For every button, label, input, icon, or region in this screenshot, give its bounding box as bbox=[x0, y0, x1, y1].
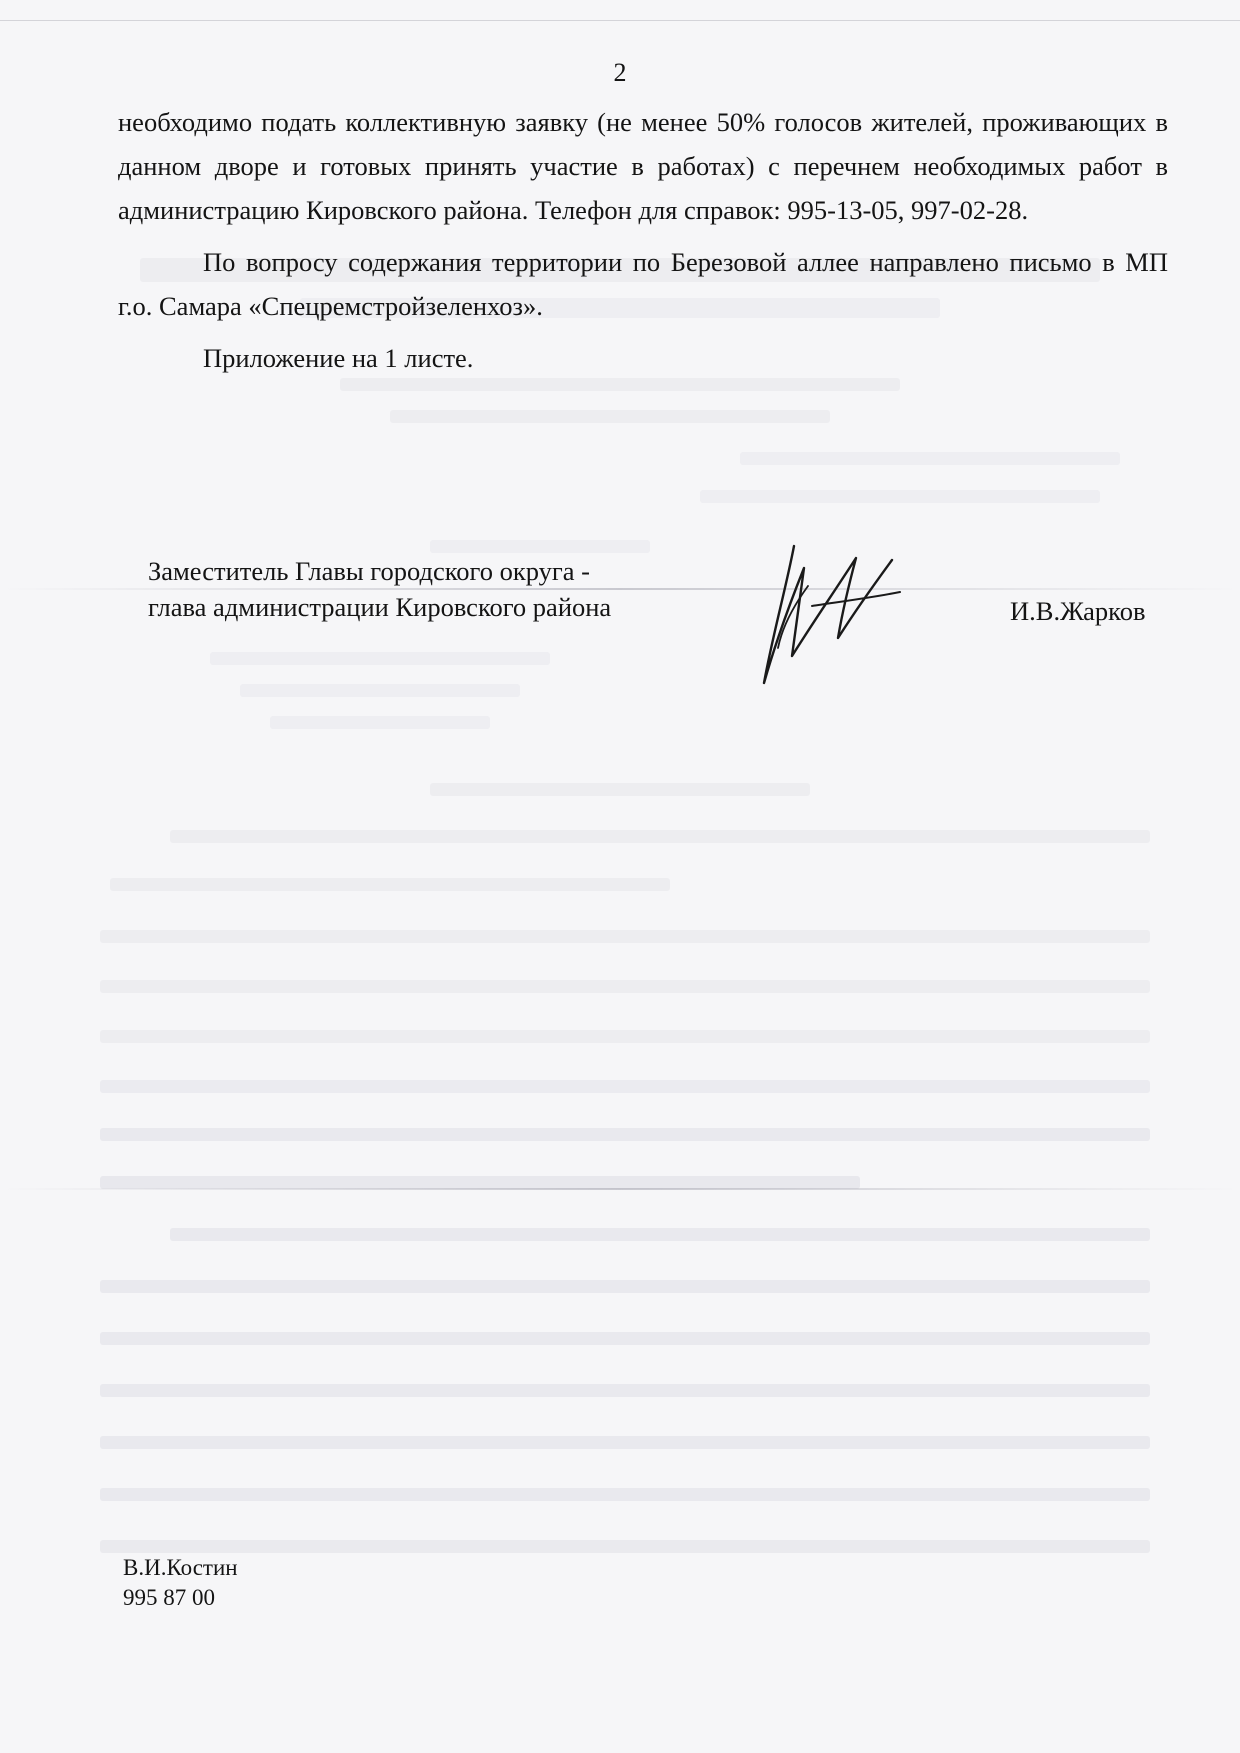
executor-phone: 995 87 00 bbox=[123, 1585, 215, 1610]
paragraph-collective-application: необходимо подать коллективную заявку (не менее 50% голосов жителей, проживающих в данном дворе и готовых принять участие в работах) с перечнем необходимых работ в администрацию Кировского района. Телефон для справок: 995-13-05, 997-02-28. bbox=[118, 107, 1168, 225]
signatory-title bbox=[148, 553, 611, 625]
handwritten-signature bbox=[752, 528, 912, 693]
letter-body bbox=[118, 100, 1168, 380]
executor-name: В.И.Костин bbox=[123, 1555, 238, 1580]
executor-block bbox=[123, 1553, 238, 1613]
paragraph-birch-alley: По вопросу содержания территории по Березовой аллее направлено письмо в МП г.о. Самара «Спецремстройзеленхоз». bbox=[118, 247, 1168, 321]
signatory-title-line2: глава администрации Кировского района bbox=[148, 592, 612, 622]
paragraph-attachment: Приложение на 1 листе. bbox=[203, 343, 474, 373]
paper-crease bbox=[0, 20, 1240, 21]
paper-fold bbox=[0, 1188, 1240, 1190]
page-number: 2 bbox=[613, 58, 627, 87]
signatory-title-line1: Заместитель Главы городского округа - bbox=[148, 556, 590, 586]
signatory-name: И.В.Жарков bbox=[1010, 596, 1146, 626]
